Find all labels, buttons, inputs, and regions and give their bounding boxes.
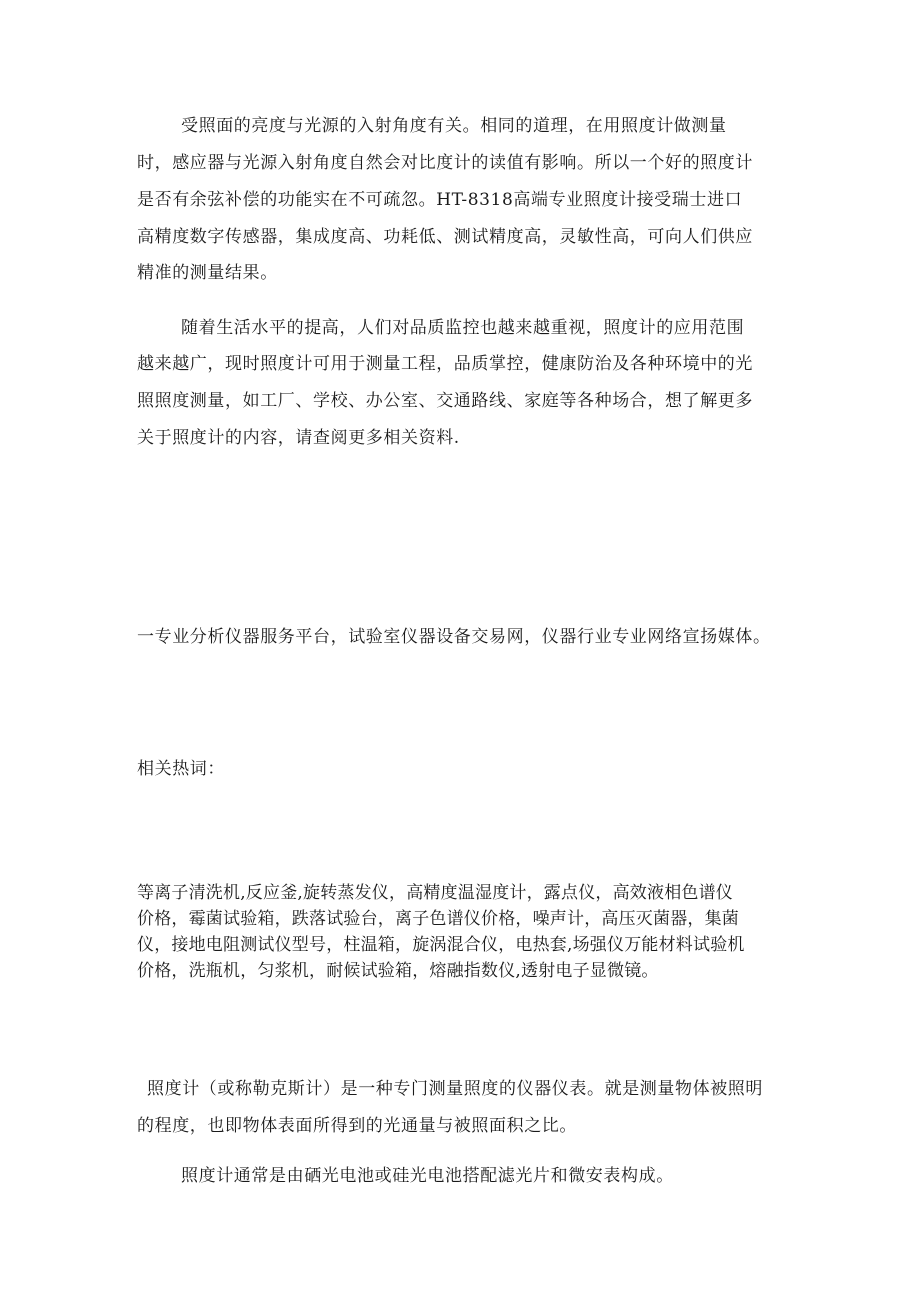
hot-words-line-4: 价格，洗瓶机，匀浆机，耐候试验箱，熔融指数仪,透射电子显微镜。 bbox=[137, 961, 659, 981]
platform-description: 一专业分析仪器服务平台，试验室仪器设备交易网，仪器行业专业网络宣扬媒体。 bbox=[137, 627, 771, 647]
hot-words-label: 相关热词： bbox=[137, 759, 225, 779]
paragraph-2-line-3: 照照度测量，如工厂、学校、办公室、交通路线、家庭等各种场合，想了解更多 bbox=[137, 391, 753, 411]
paragraph-2-line-4: 关于照度计的内容，请查阅更多相关资料. bbox=[137, 428, 460, 448]
paragraph-4: 照度计通常是由硒光电池或硅光电池搭配滤光片和微安表构成。 bbox=[181, 1166, 674, 1186]
paragraph-1-line-2: 时，感应器与光源入射角度自然会对比度计的读值有影响。所以一个好的照度计 bbox=[137, 153, 753, 173]
paragraph-3-line-1: 照度计（或称勒克斯计）是一种专门测量照度的仪器仪表。就是测量物体被照明 bbox=[147, 1079, 763, 1099]
paragraph-1-line-4: 高精度数字传感器，集成度高、功耗低、测试精度高，灵敏性高，可向人们供应 bbox=[137, 227, 753, 247]
paragraph-1-line-1: 受照面的亮度与光源的入射角度有关。相同的道理，在用照度计做测量 bbox=[181, 116, 727, 136]
paragraph-1-line-3: 是否有余弦补偿的功能实在不可疏忽。HT-8318高端专业照度计接受瑞士进口 bbox=[137, 190, 743, 210]
paragraph-2-line-1: 随着生活水平的提高，人们对品质监控也越来越重视，照度计的应用范围 bbox=[181, 318, 745, 338]
paragraph-2-line-2: 越来越广，现时照度计可用于测量工程，品质掌控，健康防治及各种环境中的光 bbox=[137, 354, 753, 374]
hot-words-line-2: 价格，霉菌试验箱，跌落试验台，离子色谱仪价格，噪声计，高压灭菌器，集菌 bbox=[137, 909, 739, 929]
hot-words-line-1: 等离子清洗机,反应釜,旋转蒸发仪，高精度温湿度计，露点仪，高效液相色谱仪 bbox=[137, 883, 734, 903]
hot-words-line-3: 仪，接地电阻测试仪型号，柱温箱，旋涡混合仪，电热套,场强仪万能材料试验机 bbox=[137, 935, 745, 955]
paragraph-1-line-5: 精准的测量结果。 bbox=[137, 263, 278, 283]
paragraph-3-line-2: 的程度，也即物体表面所得到的光通量与被照面积之比。 bbox=[137, 1116, 577, 1136]
